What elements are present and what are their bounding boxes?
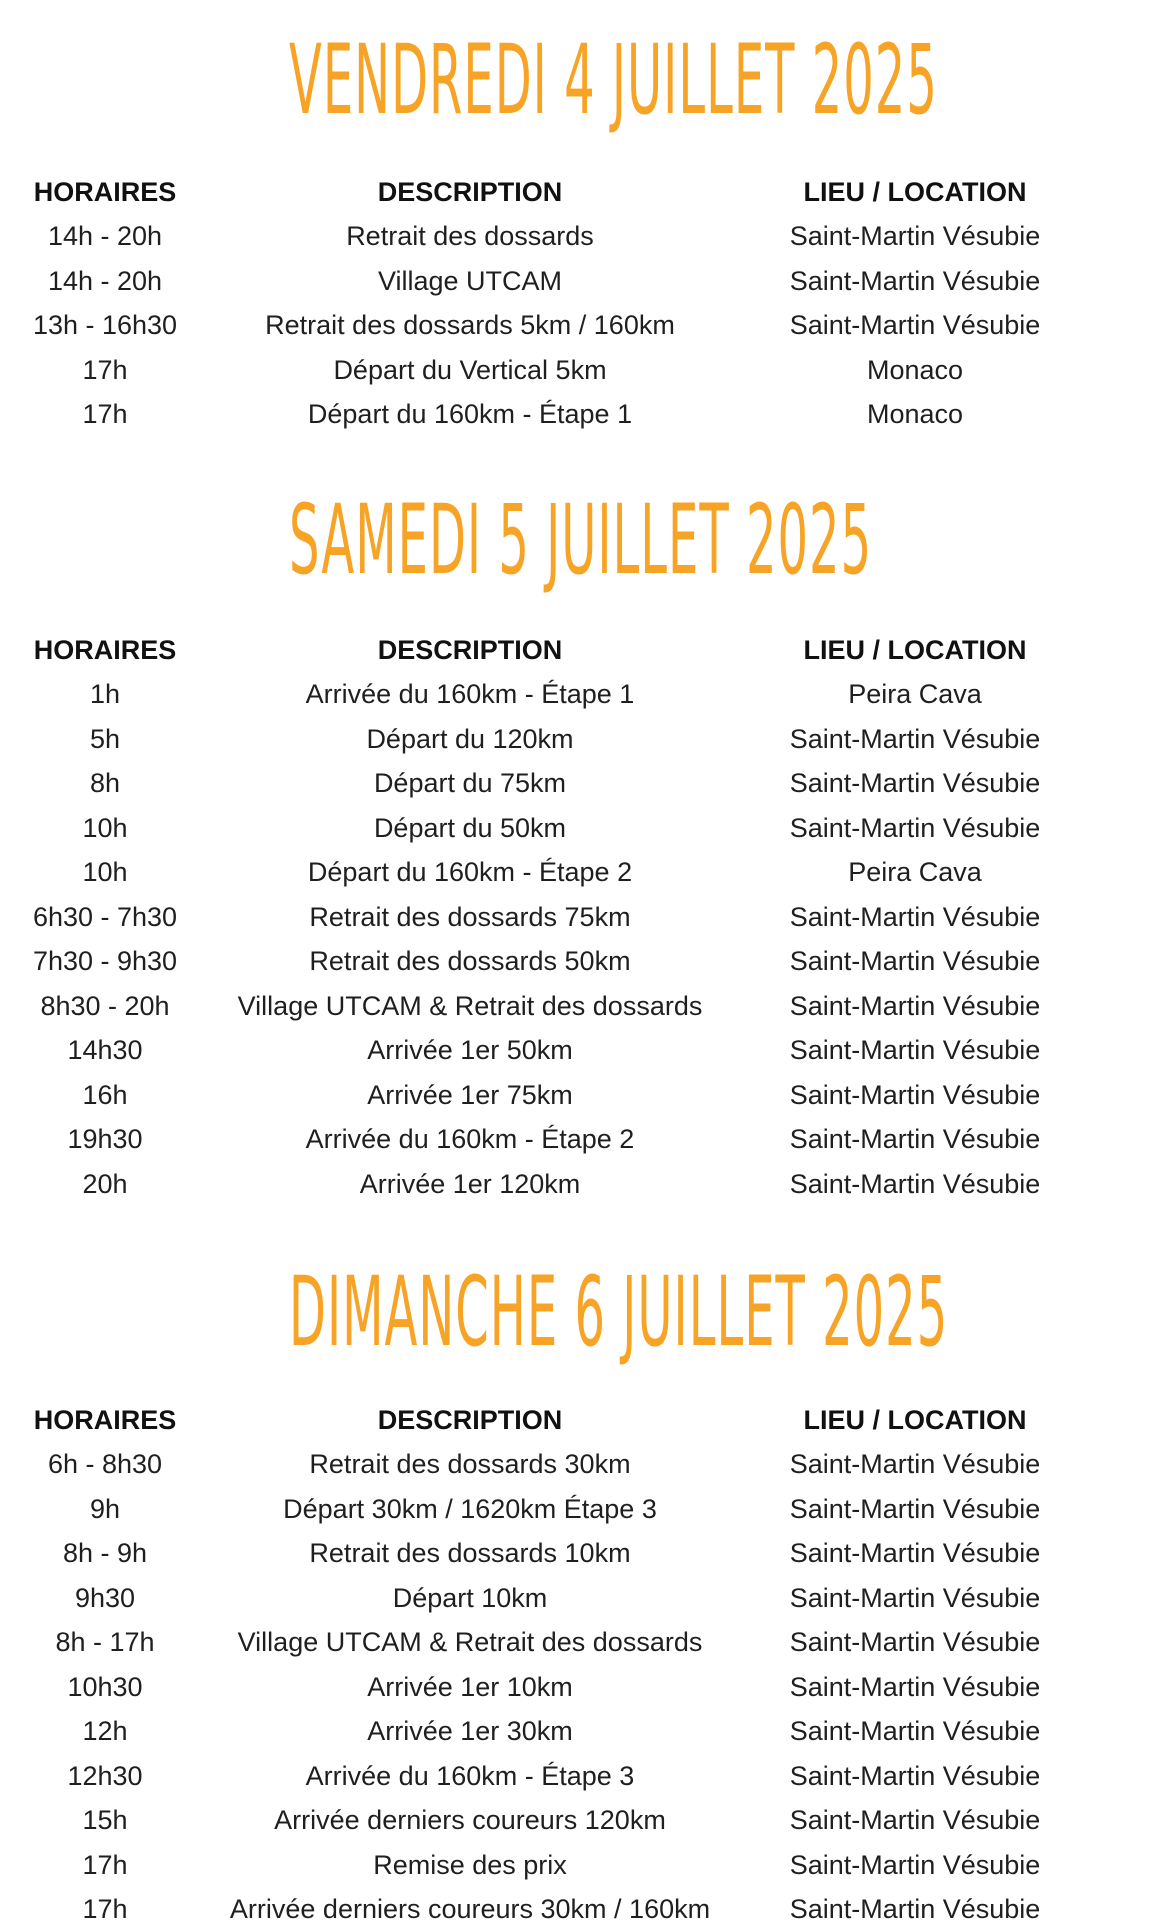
schedule-table bbox=[0, 628, 1100, 1207]
table-row bbox=[0, 673, 1100, 718]
cell-time: 8h30 - 20h bbox=[0, 984, 210, 1029]
cell-description: Arrivée 1er 75km bbox=[210, 1073, 730, 1118]
cell-location: Saint-Martin Vésubie bbox=[730, 259, 1100, 304]
cell-time: 14h - 20h bbox=[0, 259, 210, 304]
cell-location: Saint-Martin Vésubie bbox=[730, 1487, 1100, 1532]
cell-description: Arrivée derniers coureurs 120km bbox=[210, 1799, 730, 1844]
cell-description: Remise des prix bbox=[210, 1843, 730, 1888]
table-header-row bbox=[0, 628, 1100, 673]
table-row bbox=[0, 1710, 1100, 1755]
cell-description: Arrivée 1er 50km bbox=[210, 1029, 730, 1074]
cell-time: 10h bbox=[0, 851, 210, 896]
cell-description: Village UTCAM & Retrait des dossards bbox=[210, 984, 730, 1029]
cell-location: Saint-Martin Vésubie bbox=[730, 940, 1100, 985]
cell-time: 17h bbox=[0, 1843, 210, 1888]
day-section-sunday bbox=[0, 1252, 1157, 1932]
table-row bbox=[0, 1118, 1100, 1163]
cell-description: Départ du 50km bbox=[210, 806, 730, 851]
cell-time: 17h bbox=[0, 1888, 210, 1932]
cell-description: Départ du 75km bbox=[210, 762, 730, 807]
cell-time: 10h bbox=[0, 806, 210, 851]
cell-description: Arrivée du 160km - Étape 1 bbox=[210, 673, 730, 718]
cell-location: Saint-Martin Vésubie bbox=[730, 1162, 1100, 1207]
cell-description: Arrivée du 160km - Étape 2 bbox=[210, 1118, 730, 1163]
table-row bbox=[0, 851, 1100, 896]
cell-location: Saint-Martin Vésubie bbox=[730, 1532, 1100, 1577]
table-row bbox=[0, 1621, 1100, 1666]
table-row bbox=[0, 984, 1100, 1029]
table-row bbox=[0, 1162, 1100, 1207]
cell-time: 17h bbox=[0, 393, 210, 438]
schedule-table bbox=[0, 170, 1100, 437]
cell-location: Saint-Martin Vésubie bbox=[730, 1621, 1100, 1666]
table-row bbox=[0, 1799, 1100, 1844]
cell-location: Peira Cava bbox=[730, 851, 1100, 896]
day-section-friday bbox=[0, 20, 1157, 437]
cell-time: 9h30 bbox=[0, 1576, 210, 1621]
cell-time: 13h - 16h30 bbox=[0, 304, 210, 349]
cell-description: Arrivée derniers coureurs 30km / 160km bbox=[210, 1888, 730, 1932]
cell-location: Saint-Martin Vésubie bbox=[730, 1799, 1100, 1844]
cell-location: Saint-Martin Vésubie bbox=[730, 1710, 1100, 1755]
cell-description: Retrait des dossards 30km bbox=[210, 1443, 730, 1488]
cell-description: Arrivée 1er 10km bbox=[210, 1665, 730, 1710]
schedule-table bbox=[0, 1398, 1100, 1932]
cell-location: Monaco bbox=[730, 393, 1100, 438]
cell-description: Retrait des dossards bbox=[210, 215, 730, 260]
cell-location: Saint-Martin Vésubie bbox=[730, 806, 1100, 851]
header-description: DESCRIPTION bbox=[210, 170, 730, 215]
cell-description: Arrivée 1er 30km bbox=[210, 1710, 730, 1755]
table-row bbox=[0, 1029, 1100, 1074]
table-row bbox=[0, 348, 1100, 393]
cell-time: 14h - 20h bbox=[0, 215, 210, 260]
cell-location: Saint-Martin Vésubie bbox=[730, 1029, 1100, 1074]
table-row bbox=[0, 806, 1100, 851]
cell-location: Saint-Martin Vésubie bbox=[730, 762, 1100, 807]
header-time: HORAIRES bbox=[0, 1398, 210, 1443]
header-location: LIEU / LOCATION bbox=[730, 628, 1100, 673]
cell-time: 9h bbox=[0, 1487, 210, 1532]
table-row bbox=[0, 1487, 1100, 1532]
cell-time: 8h - 9h bbox=[0, 1532, 210, 1577]
cell-description: Départ du 160km - Étape 1 bbox=[210, 393, 730, 438]
table-row bbox=[0, 1843, 1100, 1888]
table-header-row bbox=[0, 1398, 1100, 1443]
header-location: LIEU / LOCATION bbox=[730, 170, 1100, 215]
day-title: DIMANCHE 6 JUILLET 2025 bbox=[289, 1252, 868, 1372]
table-row bbox=[0, 1532, 1100, 1577]
cell-location: Saint-Martin Vésubie bbox=[730, 1118, 1100, 1163]
cell-location: Saint-Martin Vésubie bbox=[730, 1073, 1100, 1118]
cell-time: 10h30 bbox=[0, 1665, 210, 1710]
cell-time: 19h30 bbox=[0, 1118, 210, 1163]
table-row bbox=[0, 393, 1100, 438]
table-row bbox=[0, 1443, 1100, 1488]
table-row bbox=[0, 259, 1100, 304]
cell-description: Arrivée 1er 120km bbox=[210, 1162, 730, 1207]
cell-location: Saint-Martin Vésubie bbox=[730, 984, 1100, 1029]
header-time: HORAIRES bbox=[0, 628, 210, 673]
cell-description: Départ 10km bbox=[210, 1576, 730, 1621]
cell-time: 6h - 8h30 bbox=[0, 1443, 210, 1488]
cell-time: 7h30 - 9h30 bbox=[0, 940, 210, 985]
cell-time: 15h bbox=[0, 1799, 210, 1844]
cell-description: Arrivée du 160km - Étape 3 bbox=[210, 1754, 730, 1799]
header-description: DESCRIPTION bbox=[210, 628, 730, 673]
cell-time: 12h30 bbox=[0, 1754, 210, 1799]
cell-time: 17h bbox=[0, 348, 210, 393]
cell-time: 6h30 - 7h30 bbox=[0, 895, 210, 940]
cell-location: Saint-Martin Vésubie bbox=[730, 1843, 1100, 1888]
cell-location: Peira Cava bbox=[730, 673, 1100, 718]
cell-description: Retrait des dossards 5km / 160km bbox=[210, 304, 730, 349]
cell-location: Saint-Martin Vésubie bbox=[730, 1754, 1100, 1799]
cell-time: 1h bbox=[0, 673, 210, 718]
table-row bbox=[0, 1888, 1100, 1932]
table-row bbox=[0, 1754, 1100, 1799]
table-row bbox=[0, 1073, 1100, 1118]
cell-time: 8h bbox=[0, 762, 210, 807]
table-row bbox=[0, 1576, 1100, 1621]
table-row bbox=[0, 762, 1100, 807]
cell-description: Départ 30km / 1620km Étape 3 bbox=[210, 1487, 730, 1532]
cell-location: Saint-Martin Vésubie bbox=[730, 215, 1100, 260]
cell-time: 8h - 17h bbox=[0, 1621, 210, 1666]
cell-location: Monaco bbox=[730, 348, 1100, 393]
table-row bbox=[0, 304, 1100, 349]
cell-description: Retrait des dossards 50km bbox=[210, 940, 730, 985]
cell-description: Village UTCAM bbox=[210, 259, 730, 304]
cell-time: 16h bbox=[0, 1073, 210, 1118]
table-row bbox=[0, 215, 1100, 260]
table-row bbox=[0, 895, 1100, 940]
day-title: SAMEDI 5 JUILLET 2025 bbox=[289, 480, 868, 600]
cell-description: Départ du Vertical 5km bbox=[210, 348, 730, 393]
cell-description: Départ du 120km bbox=[210, 717, 730, 762]
cell-location: Saint-Martin Vésubie bbox=[730, 1665, 1100, 1710]
table-row bbox=[0, 717, 1100, 762]
table-row bbox=[0, 940, 1100, 985]
cell-location: Saint-Martin Vésubie bbox=[730, 1443, 1100, 1488]
cell-time: 14h30 bbox=[0, 1029, 210, 1074]
header-location: LIEU / LOCATION bbox=[730, 1398, 1100, 1443]
day-section-saturday bbox=[0, 480, 1157, 1207]
cell-location: Saint-Martin Vésubie bbox=[730, 1576, 1100, 1621]
header-time: HORAIRES bbox=[0, 170, 210, 215]
cell-location: Saint-Martin Vésubie bbox=[730, 1888, 1100, 1932]
cell-description: Retrait des dossards 10km bbox=[210, 1532, 730, 1577]
cell-description: Départ du 160km - Étape 2 bbox=[210, 851, 730, 896]
cell-location: Saint-Martin Vésubie bbox=[730, 717, 1100, 762]
table-header-row bbox=[0, 170, 1100, 215]
cell-description: Village UTCAM & Retrait des dossards bbox=[210, 1621, 730, 1666]
cell-time: 12h bbox=[0, 1710, 210, 1755]
header-description: DESCRIPTION bbox=[210, 1398, 730, 1443]
cell-description: Retrait des dossards 75km bbox=[210, 895, 730, 940]
day-title: VENDREDI 4 JUILLET 2025 bbox=[289, 20, 868, 140]
table-row bbox=[0, 1665, 1100, 1710]
cell-time: 20h bbox=[0, 1162, 210, 1207]
cell-location: Saint-Martin Vésubie bbox=[730, 304, 1100, 349]
cell-time: 5h bbox=[0, 717, 210, 762]
cell-location: Saint-Martin Vésubie bbox=[730, 895, 1100, 940]
